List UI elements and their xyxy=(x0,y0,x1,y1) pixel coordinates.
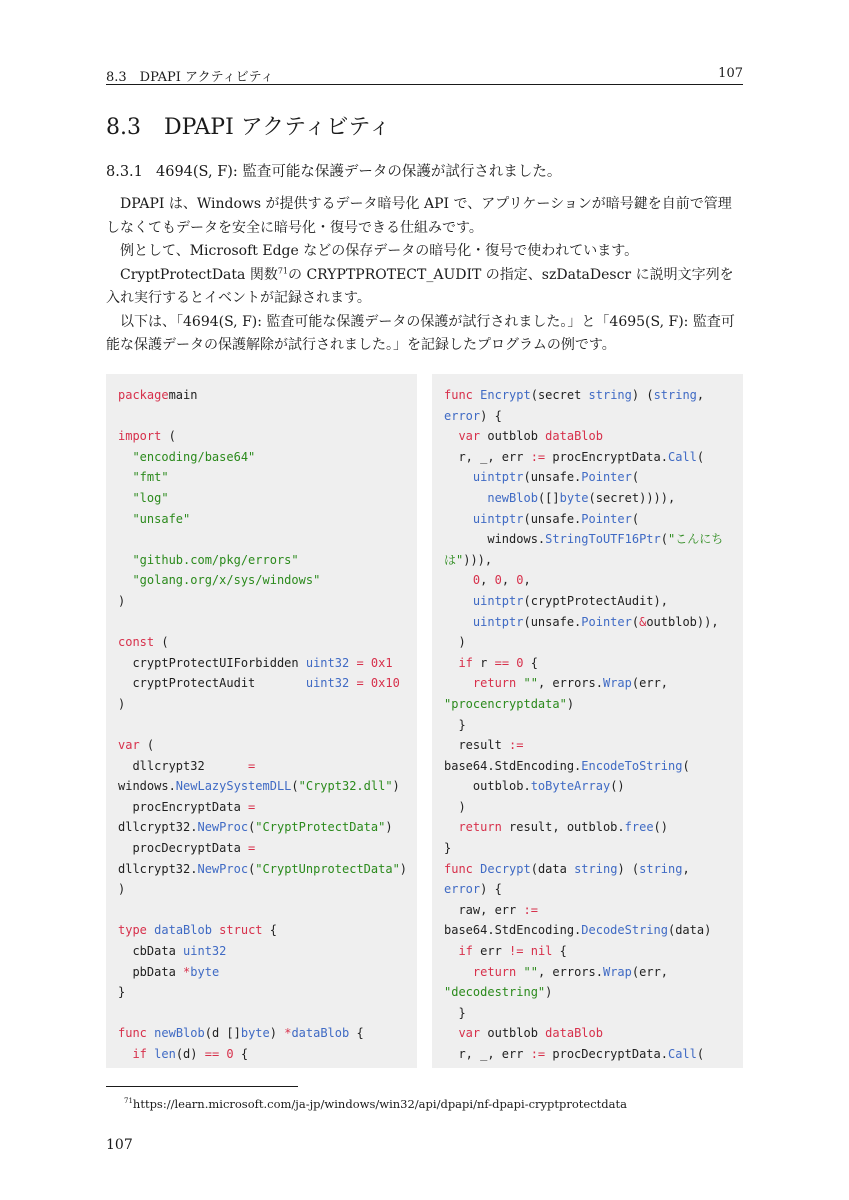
code-line xyxy=(118,982,407,1003)
code-token: dllcrypt32. xyxy=(118,861,198,876)
code-token: ( xyxy=(631,470,640,485)
code-token: 0 xyxy=(472,573,481,588)
code-line xyxy=(118,570,407,591)
code-token: error xyxy=(444,408,481,423)
code-line xyxy=(118,879,407,900)
code-line xyxy=(118,447,407,468)
code-line xyxy=(444,509,733,530)
code-token xyxy=(118,573,132,587)
code-token: != xyxy=(509,944,524,959)
code-token: = xyxy=(248,758,256,773)
code-token xyxy=(444,512,473,526)
code-token: { xyxy=(523,655,538,670)
code-line xyxy=(444,797,733,818)
code-line xyxy=(118,1003,407,1024)
code-token: (d) xyxy=(175,1047,205,1061)
code-token: 0 xyxy=(516,655,524,670)
paragraph xyxy=(106,264,743,311)
code-token: * xyxy=(183,964,191,979)
code-line xyxy=(444,879,733,900)
code-token: if xyxy=(458,944,473,959)
code-token: } xyxy=(444,841,452,856)
section-number: 8.3 xyxy=(106,115,141,140)
code-token: ) { xyxy=(480,408,502,423)
code-token: & xyxy=(639,614,647,629)
code-token: len xyxy=(154,1047,176,1061)
code-token xyxy=(444,944,458,958)
code-token: { xyxy=(552,944,567,959)
code-token: dataBlob xyxy=(545,1026,603,1041)
code-token: Decrypt xyxy=(480,861,531,876)
code-token: struct xyxy=(219,923,263,938)
code-line xyxy=(118,591,407,612)
code-token: byte xyxy=(559,490,589,505)
code-token: cbData xyxy=(118,944,184,959)
code-token: func xyxy=(444,861,473,876)
code-token: string xyxy=(588,388,632,402)
code-token: } xyxy=(118,985,126,1000)
code-token: { xyxy=(262,923,277,938)
code-line xyxy=(444,467,733,488)
code-line xyxy=(118,385,407,406)
footnote-divider xyxy=(106,1086,298,1087)
code-line xyxy=(118,838,407,859)
code-token: byte xyxy=(240,1026,270,1041)
code-token: (secret xyxy=(530,388,589,402)
code-token: main xyxy=(168,388,198,402)
code-token: (unsafe. xyxy=(523,470,582,485)
code-token: ( xyxy=(248,820,256,835)
code-token: outblob xyxy=(480,429,546,444)
code-token: ( xyxy=(696,1047,705,1061)
code-token: error xyxy=(444,882,481,897)
code-line xyxy=(118,900,407,921)
code-token xyxy=(118,491,132,505)
code-line xyxy=(118,550,407,571)
code-line xyxy=(444,426,733,447)
code-token: 0x1 xyxy=(370,655,393,670)
code-token: (cryptProtectAudit), xyxy=(523,593,668,608)
code-line xyxy=(444,653,733,674)
code-token: ( xyxy=(631,614,640,629)
code-token: := xyxy=(530,1047,546,1061)
code-token: = xyxy=(356,655,364,670)
code-line xyxy=(444,488,733,509)
code-token: nil xyxy=(530,944,553,959)
code-token: "CryptUnprotectData" xyxy=(255,861,400,876)
code-token: dataBlob xyxy=(154,923,212,938)
code-token xyxy=(364,656,371,670)
code-token: var xyxy=(458,429,481,444)
code-line xyxy=(118,859,407,880)
code-block-right xyxy=(432,374,743,1068)
code-token: newBlob xyxy=(487,490,538,505)
code-token: byte xyxy=(190,964,220,979)
code-line xyxy=(118,612,407,633)
code-token: DecodeString xyxy=(581,923,668,938)
code-token: ( xyxy=(139,738,155,753)
code-token: () xyxy=(610,779,625,794)
running-header-page: 107 xyxy=(718,66,743,81)
code-line xyxy=(444,385,733,406)
code-token xyxy=(444,491,487,505)
code-line xyxy=(444,570,733,591)
code-token: "" xyxy=(523,964,538,979)
code-token: == xyxy=(204,1047,220,1061)
code-line xyxy=(118,920,407,941)
code-token: ) xyxy=(385,820,393,835)
code-line xyxy=(444,920,733,941)
code-token: "Crypt32.dll" xyxy=(298,779,393,794)
code-token: { xyxy=(233,1047,249,1061)
paragraph: DPAPI は、Windows が提供するデータ暗号化 API で、アプリケーションが暗号鍵を自前で管理しなくてもデータを安全に暗号化・復号できる仕組みです。 xyxy=(106,196,732,236)
code-block-left xyxy=(106,374,417,1068)
code-line xyxy=(444,982,733,1003)
code-token: "CryptProtectData" xyxy=(255,820,386,835)
code-token xyxy=(516,965,523,979)
code-token: EncodeToString xyxy=(581,758,683,773)
code-token: (err, xyxy=(631,964,669,979)
code-line xyxy=(118,1044,407,1065)
code-token: ) ( xyxy=(631,388,654,402)
code-token: } xyxy=(444,1005,466,1020)
code-token xyxy=(444,470,473,484)
code-token: base64.StdEncoding. xyxy=(444,923,582,938)
code-token: return xyxy=(472,676,517,691)
code-line xyxy=(444,838,733,859)
code-token: import xyxy=(118,429,162,444)
code-line xyxy=(118,509,407,530)
code-line xyxy=(118,756,407,777)
code-token: windows. xyxy=(444,532,546,547)
code-token: 0 xyxy=(494,573,502,588)
subsection-number: 8.3.1 xyxy=(106,164,143,180)
code-token: "fmt" xyxy=(132,470,169,485)
code-token xyxy=(516,676,523,690)
code-token: ) xyxy=(399,861,408,876)
code-token: (secret)))), xyxy=(588,490,676,505)
code-line xyxy=(444,406,733,427)
code-token: ) xyxy=(118,696,126,711)
code-token: := xyxy=(509,738,524,753)
code-token: outblob)), xyxy=(646,614,719,629)
code-token xyxy=(444,965,473,979)
code-token: Pointer xyxy=(581,470,632,485)
code-token: uintptr xyxy=(472,614,524,629)
code-token: return xyxy=(458,820,502,835)
running-header xyxy=(106,66,743,85)
code-line xyxy=(444,591,733,612)
code-token: = xyxy=(356,676,364,691)
code-token: var xyxy=(118,738,140,753)
code-token: procDecryptData. xyxy=(545,1047,668,1061)
code-line xyxy=(444,735,733,756)
code-token: , xyxy=(523,573,531,588)
code-token xyxy=(444,1026,458,1040)
code-token: "decodestring" xyxy=(444,985,546,1000)
code-token: toByteArray xyxy=(530,779,611,794)
code-line xyxy=(118,653,407,674)
code-token: "github.com/pkg/errors" xyxy=(132,552,299,567)
code-token: dataBlob xyxy=(291,1026,350,1041)
running-header-section: 8.3 DPAPI アクティビティ xyxy=(106,70,274,85)
paragraph: 以下は、「4694(S, F): 監査可能な保護データの保護が試行されました。」と「4695(S, F): 監査可能な保護データの保護解除が試行されました。」を記録したプログラムの例です。 xyxy=(106,313,735,353)
subsection-title xyxy=(106,160,561,181)
code-line xyxy=(444,632,733,653)
code-token: if xyxy=(458,655,473,670)
code-token xyxy=(444,594,473,608)
code-line xyxy=(118,467,407,488)
code-token xyxy=(444,615,473,629)
code-token: (unsafe. xyxy=(523,614,582,629)
section-title-text: DPAPI アクティビティ xyxy=(164,115,391,140)
code-line xyxy=(118,406,407,427)
code-line xyxy=(118,797,407,818)
code-token xyxy=(444,573,473,587)
code-line xyxy=(444,1044,733,1065)
paragraph: 例として、Microsoft Edge などの保存データの暗号化・復号で使われています。 xyxy=(120,243,639,259)
code-token: { xyxy=(349,1026,364,1041)
code-token: "encoding/base64" xyxy=(132,449,256,464)
code-line xyxy=(444,859,733,880)
code-line xyxy=(444,900,733,921)
code-token: は" xyxy=(444,552,464,567)
code-token: type xyxy=(118,923,147,938)
code-token: "" xyxy=(523,676,538,691)
paragraph-text: CryptProtectData 関数 xyxy=(120,266,278,283)
code-token: outblob xyxy=(480,1026,546,1041)
code-line xyxy=(118,673,407,694)
code-token: free xyxy=(624,820,654,835)
code-line xyxy=(444,529,733,550)
footnote-number: 71 xyxy=(124,1097,133,1106)
code-token: if xyxy=(132,1047,147,1061)
code-line xyxy=(118,776,407,797)
code-token: func xyxy=(118,1026,147,1041)
code-token: == xyxy=(494,655,510,670)
code-token: Pointer xyxy=(581,614,632,629)
code-line xyxy=(444,550,733,571)
code-token: err xyxy=(472,944,510,959)
code-token: Encrypt xyxy=(480,388,531,402)
code-token: ) xyxy=(566,696,575,711)
code-line xyxy=(444,817,733,838)
code-token: , errors. xyxy=(537,964,603,979)
code-token: ) xyxy=(269,1026,285,1041)
code-token: ) { xyxy=(480,882,502,897)
code-token: Call xyxy=(667,1047,697,1061)
code-line xyxy=(444,1003,733,1024)
code-token: return xyxy=(472,964,517,979)
code-token: = xyxy=(248,799,256,814)
code-line xyxy=(444,776,733,797)
code-line xyxy=(118,488,407,509)
code-token: uint32 xyxy=(305,655,350,670)
code-line xyxy=(118,426,407,447)
code-token: (err, xyxy=(631,676,669,691)
code-line xyxy=(118,735,407,756)
code-token: ( xyxy=(696,449,705,464)
code-token: base64.StdEncoding. xyxy=(444,758,582,773)
body-text xyxy=(106,193,743,358)
code-token: ) xyxy=(118,882,126,897)
code-token: ) ( xyxy=(617,861,640,876)
code-token: := xyxy=(523,902,538,917)
code-token: ) xyxy=(444,799,466,814)
code-token: procDecryptData xyxy=(118,841,249,856)
code-token: ) xyxy=(444,635,466,650)
code-token: pbData xyxy=(118,964,184,979)
page-number: 107 xyxy=(106,1137,133,1153)
code-listing xyxy=(444,385,733,1065)
code-token: NewProc xyxy=(197,820,249,835)
code-token: result, outblob. xyxy=(501,820,625,835)
code-token xyxy=(523,944,530,958)
code-line xyxy=(444,612,733,633)
code-token: , xyxy=(696,388,705,402)
code-token: ( xyxy=(154,635,169,650)
code-token: , xyxy=(480,573,495,588)
code-listing xyxy=(118,385,407,1065)
code-token: ))), xyxy=(463,552,493,567)
code-token: dataBlob xyxy=(545,429,603,444)
code-token: r, _, err xyxy=(444,449,531,464)
code-token: uintptr xyxy=(472,511,524,526)
code-token: dllcrypt32 xyxy=(118,758,249,773)
code-token: string xyxy=(574,861,618,876)
code-token: "log" xyxy=(132,490,169,505)
code-token: 0 xyxy=(226,1047,234,1061)
code-token: 0x10 xyxy=(370,676,400,691)
code-token: func xyxy=(444,388,473,402)
code-token: (data xyxy=(530,861,575,876)
code-token: Pointer xyxy=(581,511,632,526)
code-token: () xyxy=(653,820,668,835)
code-line xyxy=(444,1023,733,1044)
code-token: ( xyxy=(291,779,299,794)
code-token: uintptr xyxy=(472,593,524,608)
code-token: NewProc xyxy=(197,861,249,876)
code-token: = xyxy=(248,841,256,856)
code-token: uintptr xyxy=(472,470,524,485)
code-token: procEncryptData xyxy=(118,799,249,814)
code-token: package xyxy=(118,388,169,402)
code-line xyxy=(118,941,407,962)
code-line xyxy=(118,1023,407,1044)
code-line xyxy=(444,715,733,736)
code-token xyxy=(118,470,132,484)
paragraph-text: の CRYPTPROTECT_AUDIT の指定、szDataDescr に説明文字列を入れ実行するとイベントが記録されます。 xyxy=(106,266,734,306)
code-token: ) xyxy=(545,985,553,1000)
code-token xyxy=(444,820,458,834)
code-line xyxy=(118,715,407,736)
code-token: (unsafe. xyxy=(523,511,582,526)
code-token: cryptProtectUIForbidden xyxy=(118,655,306,670)
code-token: ( xyxy=(660,532,668,547)
code-token xyxy=(118,553,132,567)
footnote-reference[interactable]: 71 xyxy=(277,265,289,275)
code-line xyxy=(118,962,407,983)
code-token: ( xyxy=(161,429,176,444)
code-token xyxy=(444,429,458,443)
code-token: windows. xyxy=(118,779,176,794)
code-token: ) xyxy=(392,779,400,794)
code-token: Wrap xyxy=(602,964,632,979)
code-token xyxy=(444,676,473,690)
code-token: , xyxy=(682,861,690,876)
code-token: "unsafe" xyxy=(132,511,191,526)
code-token: ( xyxy=(682,758,690,773)
code-token: result xyxy=(444,738,510,753)
code-token: 0 xyxy=(516,573,524,588)
code-token xyxy=(364,676,371,690)
code-line xyxy=(118,529,407,550)
footnote-link[interactable]: https://learn.microsoft.com/ja-jp/windows/win32/api/dpapi/nf-dpapi-cryptprotectdata xyxy=(132,1097,627,1111)
code-line xyxy=(444,756,733,777)
code-line xyxy=(444,447,733,468)
footnote xyxy=(124,1097,627,1111)
section-title xyxy=(106,110,391,141)
code-token: * xyxy=(284,1026,292,1041)
code-token: string xyxy=(653,388,697,402)
code-line xyxy=(444,673,733,694)
code-token: cryptProtectAudit xyxy=(118,676,306,691)
code-token: NewLazySystemDLL xyxy=(175,779,292,794)
code-token: := xyxy=(530,449,546,464)
code-line xyxy=(444,962,733,983)
code-token: Wrap xyxy=(602,676,632,691)
code-line xyxy=(444,941,733,962)
code-token: raw, err xyxy=(444,902,524,917)
code-token xyxy=(118,512,132,526)
code-token: uint32 xyxy=(305,676,350,691)
code-token: , errors. xyxy=(537,676,603,691)
code-token: procEncryptData. xyxy=(545,449,668,464)
code-token: ([] xyxy=(537,490,560,505)
code-token xyxy=(444,656,458,670)
code-token: (data) xyxy=(667,923,712,938)
code-token: dllcrypt32. xyxy=(118,820,198,835)
code-token: Call xyxy=(667,449,697,464)
code-token: } xyxy=(444,717,466,732)
code-token xyxy=(118,450,132,464)
code-token: r xyxy=(472,655,495,670)
code-token: const xyxy=(118,635,155,650)
code-line xyxy=(444,694,733,715)
code-line xyxy=(118,694,407,715)
code-token: StringToUTF16Ptr xyxy=(545,532,661,547)
code-token: (d [] xyxy=(204,1026,241,1041)
code-token: var xyxy=(458,1026,481,1041)
code-token: newBlob xyxy=(154,1026,205,1041)
code-token: string xyxy=(639,861,683,876)
code-token xyxy=(118,1047,132,1061)
code-line xyxy=(118,817,407,838)
code-token: r, _, err xyxy=(444,1047,531,1061)
code-token: outblob. xyxy=(444,779,531,794)
code-line xyxy=(118,632,407,653)
code-token: , xyxy=(501,573,517,588)
code-token: "golang.org/x/sys/windows" xyxy=(132,573,321,588)
code-token: ( xyxy=(248,861,256,876)
code-token: ) xyxy=(118,593,126,608)
code-token: uint32 xyxy=(183,944,227,959)
code-token: ( xyxy=(631,511,640,526)
subsection-title-text: 4694(S, F): 監査可能な保護データの保護が試行されました。 xyxy=(156,164,562,180)
code-token: "こんにち xyxy=(667,532,724,547)
code-token: "procencryptdata" xyxy=(444,696,567,711)
